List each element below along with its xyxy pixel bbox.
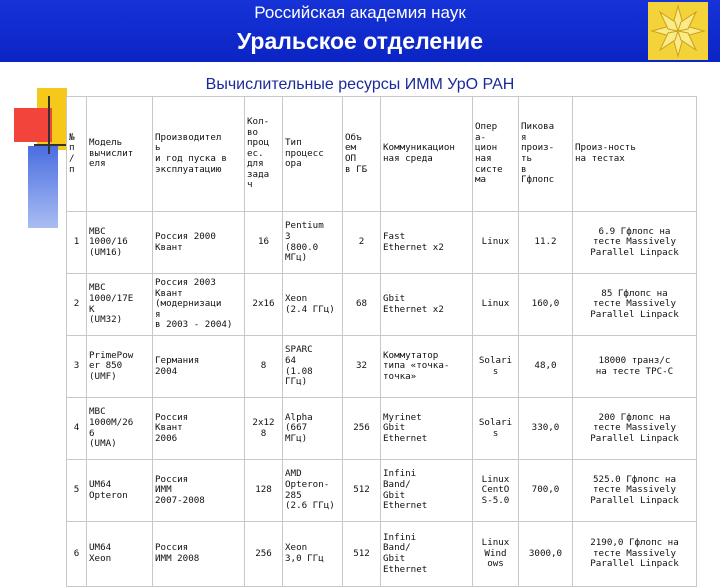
cell-ram: 512 — [343, 460, 381, 522]
cell-peak: 700,0 — [519, 460, 573, 522]
header-maker: Производител ь и год пуска в эксплуатацию — [153, 97, 245, 212]
cell-network: Infini Band/ Gbit Ethernet — [381, 460, 473, 522]
resources-table — [66, 96, 697, 587]
cell-cpu-type: Pentium 3 (800.0 МГц) — [283, 212, 343, 274]
cell-ram: 512 — [343, 522, 381, 587]
cell-maker: Россия Квант 2006 — [153, 398, 245, 460]
cell-num: 6 — [67, 522, 87, 587]
cell-num: 2 — [67, 274, 87, 336]
cell-network: Myrinet Gbit Ethernet — [381, 398, 473, 460]
header-num: № п / п — [67, 97, 87, 212]
header-cpu-type: Тип процесс ора — [283, 97, 343, 212]
decor-red-block — [14, 108, 52, 142]
cell-os: Linux Wind ows — [473, 522, 519, 587]
cell-ram: 2 — [343, 212, 381, 274]
cell-maker: Россия ИММ 2007-2008 — [153, 460, 245, 522]
cell-model: MBC 1000/16 (UM16) — [87, 212, 153, 274]
cell-cpu-count: 2x12 8 — [245, 398, 283, 460]
cell-cpu-type: Xeon (2.4 ГГц) — [283, 274, 343, 336]
cell-ram: 256 — [343, 398, 381, 460]
title-banner — [0, 0, 720, 62]
cell-num: 5 — [67, 460, 87, 522]
table-row — [67, 212, 697, 274]
cell-perf: 6.9 Гфлопс на тесте Massively Parallel Linpack — [573, 212, 697, 274]
cell-num: 1 — [67, 212, 87, 274]
cell-os: Solari s — [473, 398, 519, 460]
cell-cpu-count: 16 — [245, 212, 283, 274]
cell-model: MBC 1000M/26 6 (UMA) — [87, 398, 153, 460]
cell-perf: 18000 транз/с на тесте TPC-C — [573, 336, 697, 398]
cell-os: Solari s — [473, 336, 519, 398]
cell-os: Linux — [473, 274, 519, 336]
table-row — [67, 522, 697, 587]
cell-maker: Россия 2000 Квант — [153, 212, 245, 274]
cell-network: Fast Ethernet x2 — [381, 212, 473, 274]
ras-emblem-icon — [648, 2, 708, 60]
cell-model: MBC 1000/17E K (UM32) — [87, 274, 153, 336]
academy-title: Российская академия наук — [254, 3, 466, 22]
cell-perf: 85 Гфлопс на тесте Massively Parallel Linpack — [573, 274, 697, 336]
cell-cpu-type: Alpha (667 МГц) — [283, 398, 343, 460]
header-ram: Объ ем ОП в ГБ — [343, 97, 381, 212]
table-row — [67, 460, 697, 522]
cell-network: Gbit Ethernet x2 — [381, 274, 473, 336]
cell-peak: 48,0 — [519, 336, 573, 398]
cell-peak: 11.2 — [519, 212, 573, 274]
table-header-row — [67, 97, 697, 212]
cell-peak: 3000,0 — [519, 522, 573, 587]
cell-cpu-type: AMD Opteron- 285 (2.6 ГГц) — [283, 460, 343, 522]
cell-model: UM64 Opteron — [87, 460, 153, 522]
cell-maker: Россия 2003 Квант (модернизаци я в 2003 - 2004) — [153, 274, 245, 336]
cell-peak: 160,0 — [519, 274, 573, 336]
branch-title: Уральское отделение — [236, 28, 483, 54]
cell-peak: 330,0 — [519, 398, 573, 460]
cell-cpu-count: 128 — [245, 460, 283, 522]
table-row — [67, 336, 697, 398]
header-peak: Пикова я произ- ть в Гфлопс — [519, 97, 573, 212]
cell-maker: Германия 2004 — [153, 336, 245, 398]
cell-perf: 2190,0 Гфлопс на тесте Massively Parallel Linpack — [573, 522, 697, 587]
header-os: Опер а- цион ная систе ма — [473, 97, 519, 212]
header-network: Коммуникацион ная среда — [381, 97, 473, 212]
cell-cpu-type: Xeon 3,0 ГГц — [283, 522, 343, 587]
cell-ram: 68 — [343, 274, 381, 336]
cell-ram: 32 — [343, 336, 381, 398]
cell-cpu-type: SPARC 64 (1.08 ГГц) — [283, 336, 343, 398]
page-subtitle: Вычислительные ресурсы ИММ УрО РАН — [205, 76, 515, 93]
cell-os: Linux — [473, 212, 519, 274]
cell-model: UM64 Xeon — [87, 522, 153, 587]
cell-num: 4 — [67, 398, 87, 460]
header-model: Модель вычислит еля — [87, 97, 153, 212]
decor-blue-block — [28, 146, 58, 228]
header-perf: Произ-ность на тестах — [573, 97, 697, 212]
header-cpu-count: Кол- во проц ес. для зада ч — [245, 97, 283, 212]
cell-model: PrimePow er 850 (UMF) — [87, 336, 153, 398]
table-row — [67, 398, 697, 460]
cell-network: Infini Band/ Gbit Ethernet — [381, 522, 473, 587]
cell-perf: 525.0 Гфлопс на тесте Massively Parallel Linpack — [573, 460, 697, 522]
table-row — [67, 274, 697, 336]
cell-cpu-count: 2x16 — [245, 274, 283, 336]
cell-maker: Россия ИММ 2008 — [153, 522, 245, 587]
cell-num: 3 — [67, 336, 87, 398]
cell-os: Linux CentO S-5.0 — [473, 460, 519, 522]
cell-cpu-count: 256 — [245, 522, 283, 587]
cell-perf: 200 Гфлопс на тесте Massively Parallel Linpack — [573, 398, 697, 460]
cell-cpu-count: 8 — [245, 336, 283, 398]
cell-network: Коммутатор типа «точка- точка» — [381, 336, 473, 398]
